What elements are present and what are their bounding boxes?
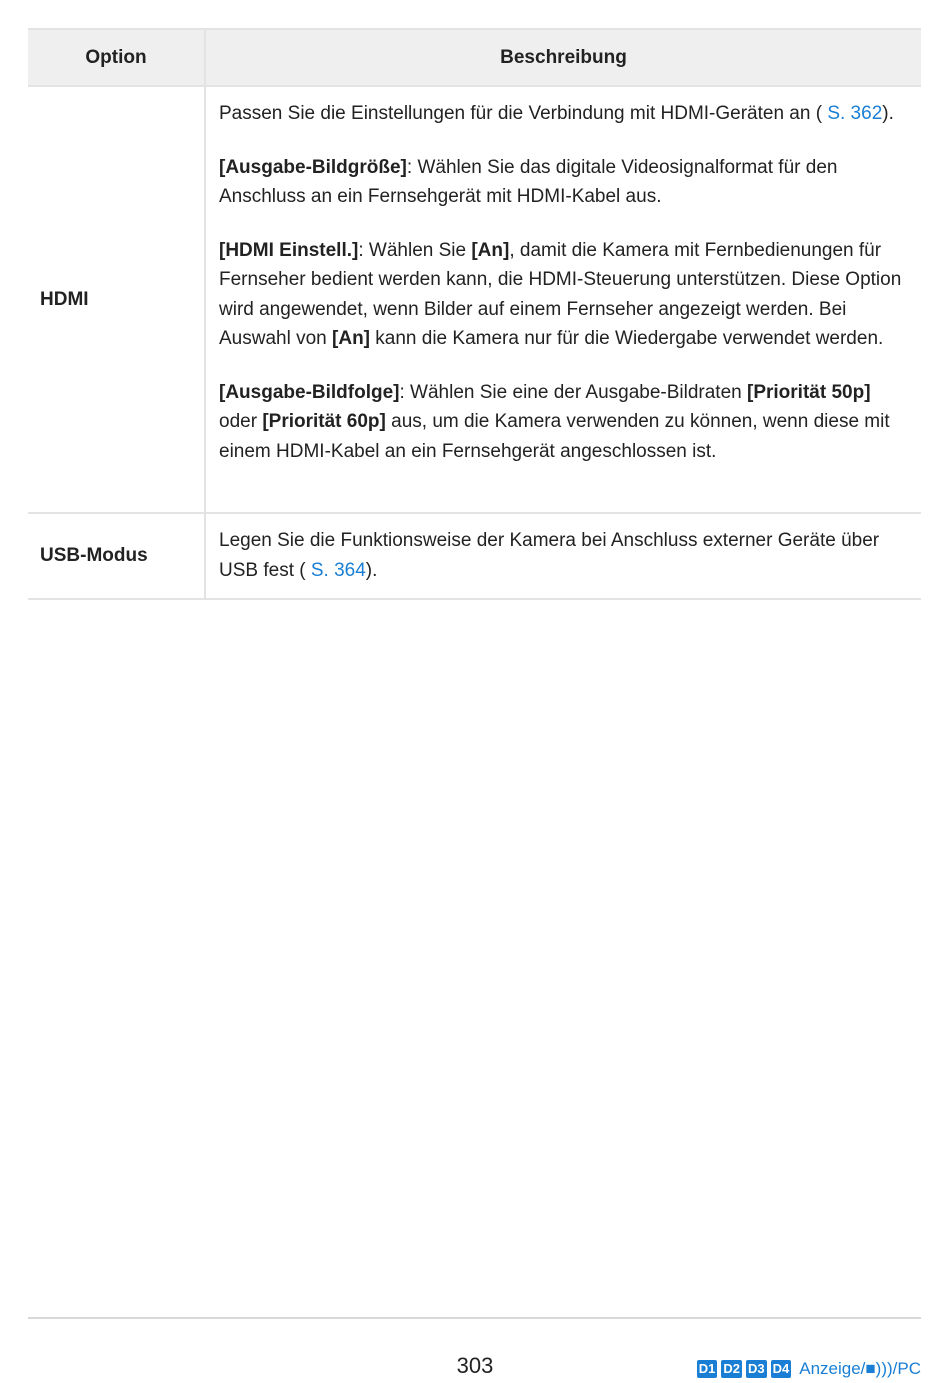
table-header-row: [28, 30, 921, 87]
hdmi-intro-text: Passen Sie die Einstellungen für die Verbindung mit HDMI-Geräten an (: [219, 103, 823, 124]
option-usb-mode: USB-Modus: [28, 514, 206, 598]
page-number: 303: [456, 1353, 494, 1378]
footer-divider: [28, 1317, 921, 1319]
page-link-362[interactable]: S. 362: [822, 103, 883, 124]
header-option: Option: [28, 30, 206, 85]
table-row-hdmi: [28, 87, 921, 514]
page-link-364[interactable]: S. 364: [305, 559, 366, 581]
output-size-label: [Ausgabe-Bildgröße]: [219, 156, 407, 178]
hdmi-frame-rate: [219, 378, 907, 467]
usb-mode-text-main: Legen Sie die Funktionsweise der Kamera bei Anschluss externer Geräte über USB fest (: [219, 530, 880, 581]
hdmi-control-label: [HDMI Einstell.]: [219, 239, 359, 261]
hdmi-control-text2: , damit die Kamera mit Fernbedienungen für Fernseher bedient werden kann, die HDMI-Steuerung unterstützen. Diese Option wird angewendet, wenn Bilder auf einem Fernseher angezeigt werden. Bei Auswahl von: [219, 239, 902, 349]
hdmi-intro-end: ).: [882, 103, 894, 124]
description-hdmi: [206, 87, 921, 512]
priority-50p: [Priorität 50p]: [747, 381, 871, 403]
footer-section-nav[interactable]: [697, 1359, 921, 1379]
hdmi-output-size: [219, 153, 907, 212]
frame-rate-text2: oder: [219, 411, 263, 432]
badge-d1[interactable]: D1: [698, 1361, 716, 1376]
frame-rate-text3: aus, um die Kamera verwenden zu können, wenn diese mit einem HDMI-Kabel an ein Fernsehgerät angeschlossen ist.: [219, 411, 890, 462]
priority-60p: [Priorität 60p]: [262, 411, 386, 432]
badge-d3[interactable]: D3: [748, 1361, 765, 1376]
usb-mode-text-end: ).: [365, 559, 378, 581]
frame-rate-text1: : Wählen Sie eine der Ausgabe-Bildraten: [399, 381, 747, 403]
hdmi-control-text1: : Wählen Sie: [358, 239, 472, 261]
output-size-text: : Wählen Sie das digitale Videosignalformat für den Anschluss an ein Fernsehgerät mit HDMI-Kabel aus.: [219, 156, 838, 207]
hdmi-intro: [219, 99, 907, 129]
badge-d2[interactable]: D2: [723, 1361, 740, 1376]
hdmi-control-on-2: [An]: [332, 328, 370, 349]
hdmi-control-on: [An]: [471, 239, 510, 261]
table-row-usb: [28, 514, 921, 600]
settings-table: [28, 28, 921, 600]
hdmi-control-text3: kann die Kamera nur für die Wiedergabe verwendet werden.: [370, 328, 884, 349]
hdmi-control: [219, 236, 907, 354]
section-label[interactable]: Anzeige/■)))/PC: [799, 1359, 921, 1378]
badge-d4[interactable]: D4: [772, 1361, 790, 1376]
header-description: Beschreibung: [500, 46, 627, 68]
description-usb-mode: [206, 514, 921, 598]
frame-rate-label: [Ausgabe-Bildfolge]: [219, 381, 400, 403]
usb-mode-text: [219, 526, 907, 585]
option-hdmi: HDMI: [28, 87, 206, 512]
